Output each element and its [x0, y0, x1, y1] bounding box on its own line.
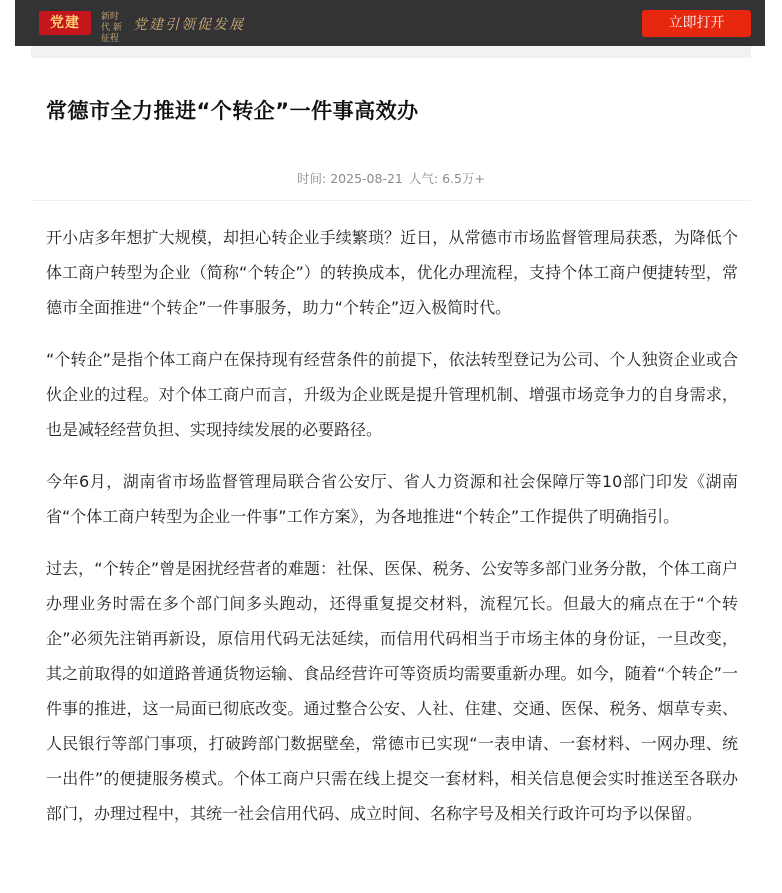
logo-text: 党建: [50, 15, 80, 31]
paragraph: 今年6月，湖南省市场监督管理局联合省公安厅、省人力资源和社会保障厅等10部门印发《湖南省“个体工商户转型为企业一件事”工作方案》，为各地推进“个转企”工作提供了明确指引。: [46, 472, 738, 526]
article-title: 常德市全力推进“个转企”一件事高效办: [46, 99, 419, 123]
party-logo[interactable]: [39, 11, 91, 35]
view-count: 6.5万+: [442, 171, 485, 186]
time-label: 时间:: [297, 171, 327, 186]
header-shadow: [31, 46, 751, 58]
top-app-bar: [15, 0, 765, 46]
logo-era-text: 新时代 新征程: [101, 12, 122, 44]
views-label: 人气:: [408, 171, 439, 186]
article-meta: [0, 169, 782, 187]
paragraph: 开小店多年想扩大规模，却担心转企业手续繁琐？近日，从常德市市场监督管理局获悉，为降低个体工商户转型为企业（简称“个转企”）的转换成本，优化办理流程，支持个体工商户便捷转型，常德市全面推进“个转企”一件事服务，助力“个转企”迈入极简时代。: [46, 228, 738, 317]
header-slogan: 党建引领促发展: [133, 17, 245, 33]
open-app-button[interactable]: 立即打开: [642, 10, 751, 37]
article-body: [46, 220, 738, 848]
paragraph: 过去，“个转企”曾是困扰经营者的难题：社保、医保、税务、公安等多部门业务分散，个体工商户办理业务时需在多个部门间多头跑动，还得重复提交材料，流程冗长。但最大的痛点在于“个转企”必须先注销再新设，原信用代码无法延续，而信用代码相当于市场主体的身份证，一旦改变，其之前取得的如道路普通货物运输、食品经营许可等资质均需要重新办理。如今，随着“个转企”一件事的推进，这一局面已彻底改变。通过整合公安、人社、住建、交通、医保、税务、烟草专卖、人民银行等部门事项，打破跨部门数据壁垒，常德市已实现“一表申请、一套材料、一网办理、统一出件”的便捷服务模式。个体工商户只需在线上提交一套材料，相关信息便会实时推送至各联办部门，办理过程中，其统一社会信用代码、成立时间、名称字号及相关行政许可均予以保留。: [46, 559, 738, 823]
publish-date: 2025-08-21: [330, 171, 403, 186]
meta-divider: [31, 200, 751, 201]
paragraph: “个转企”是指个体工商户在保持现有经营条件的前提下，依法转型登记为公司、个人独资企业或合伙企业的过程。对个体工商户而言，升级为企业既是提升管理机制、增强市场竞争力的自身需求，也是减轻经营负担、实现持续发展的必要路径。: [46, 350, 738, 439]
